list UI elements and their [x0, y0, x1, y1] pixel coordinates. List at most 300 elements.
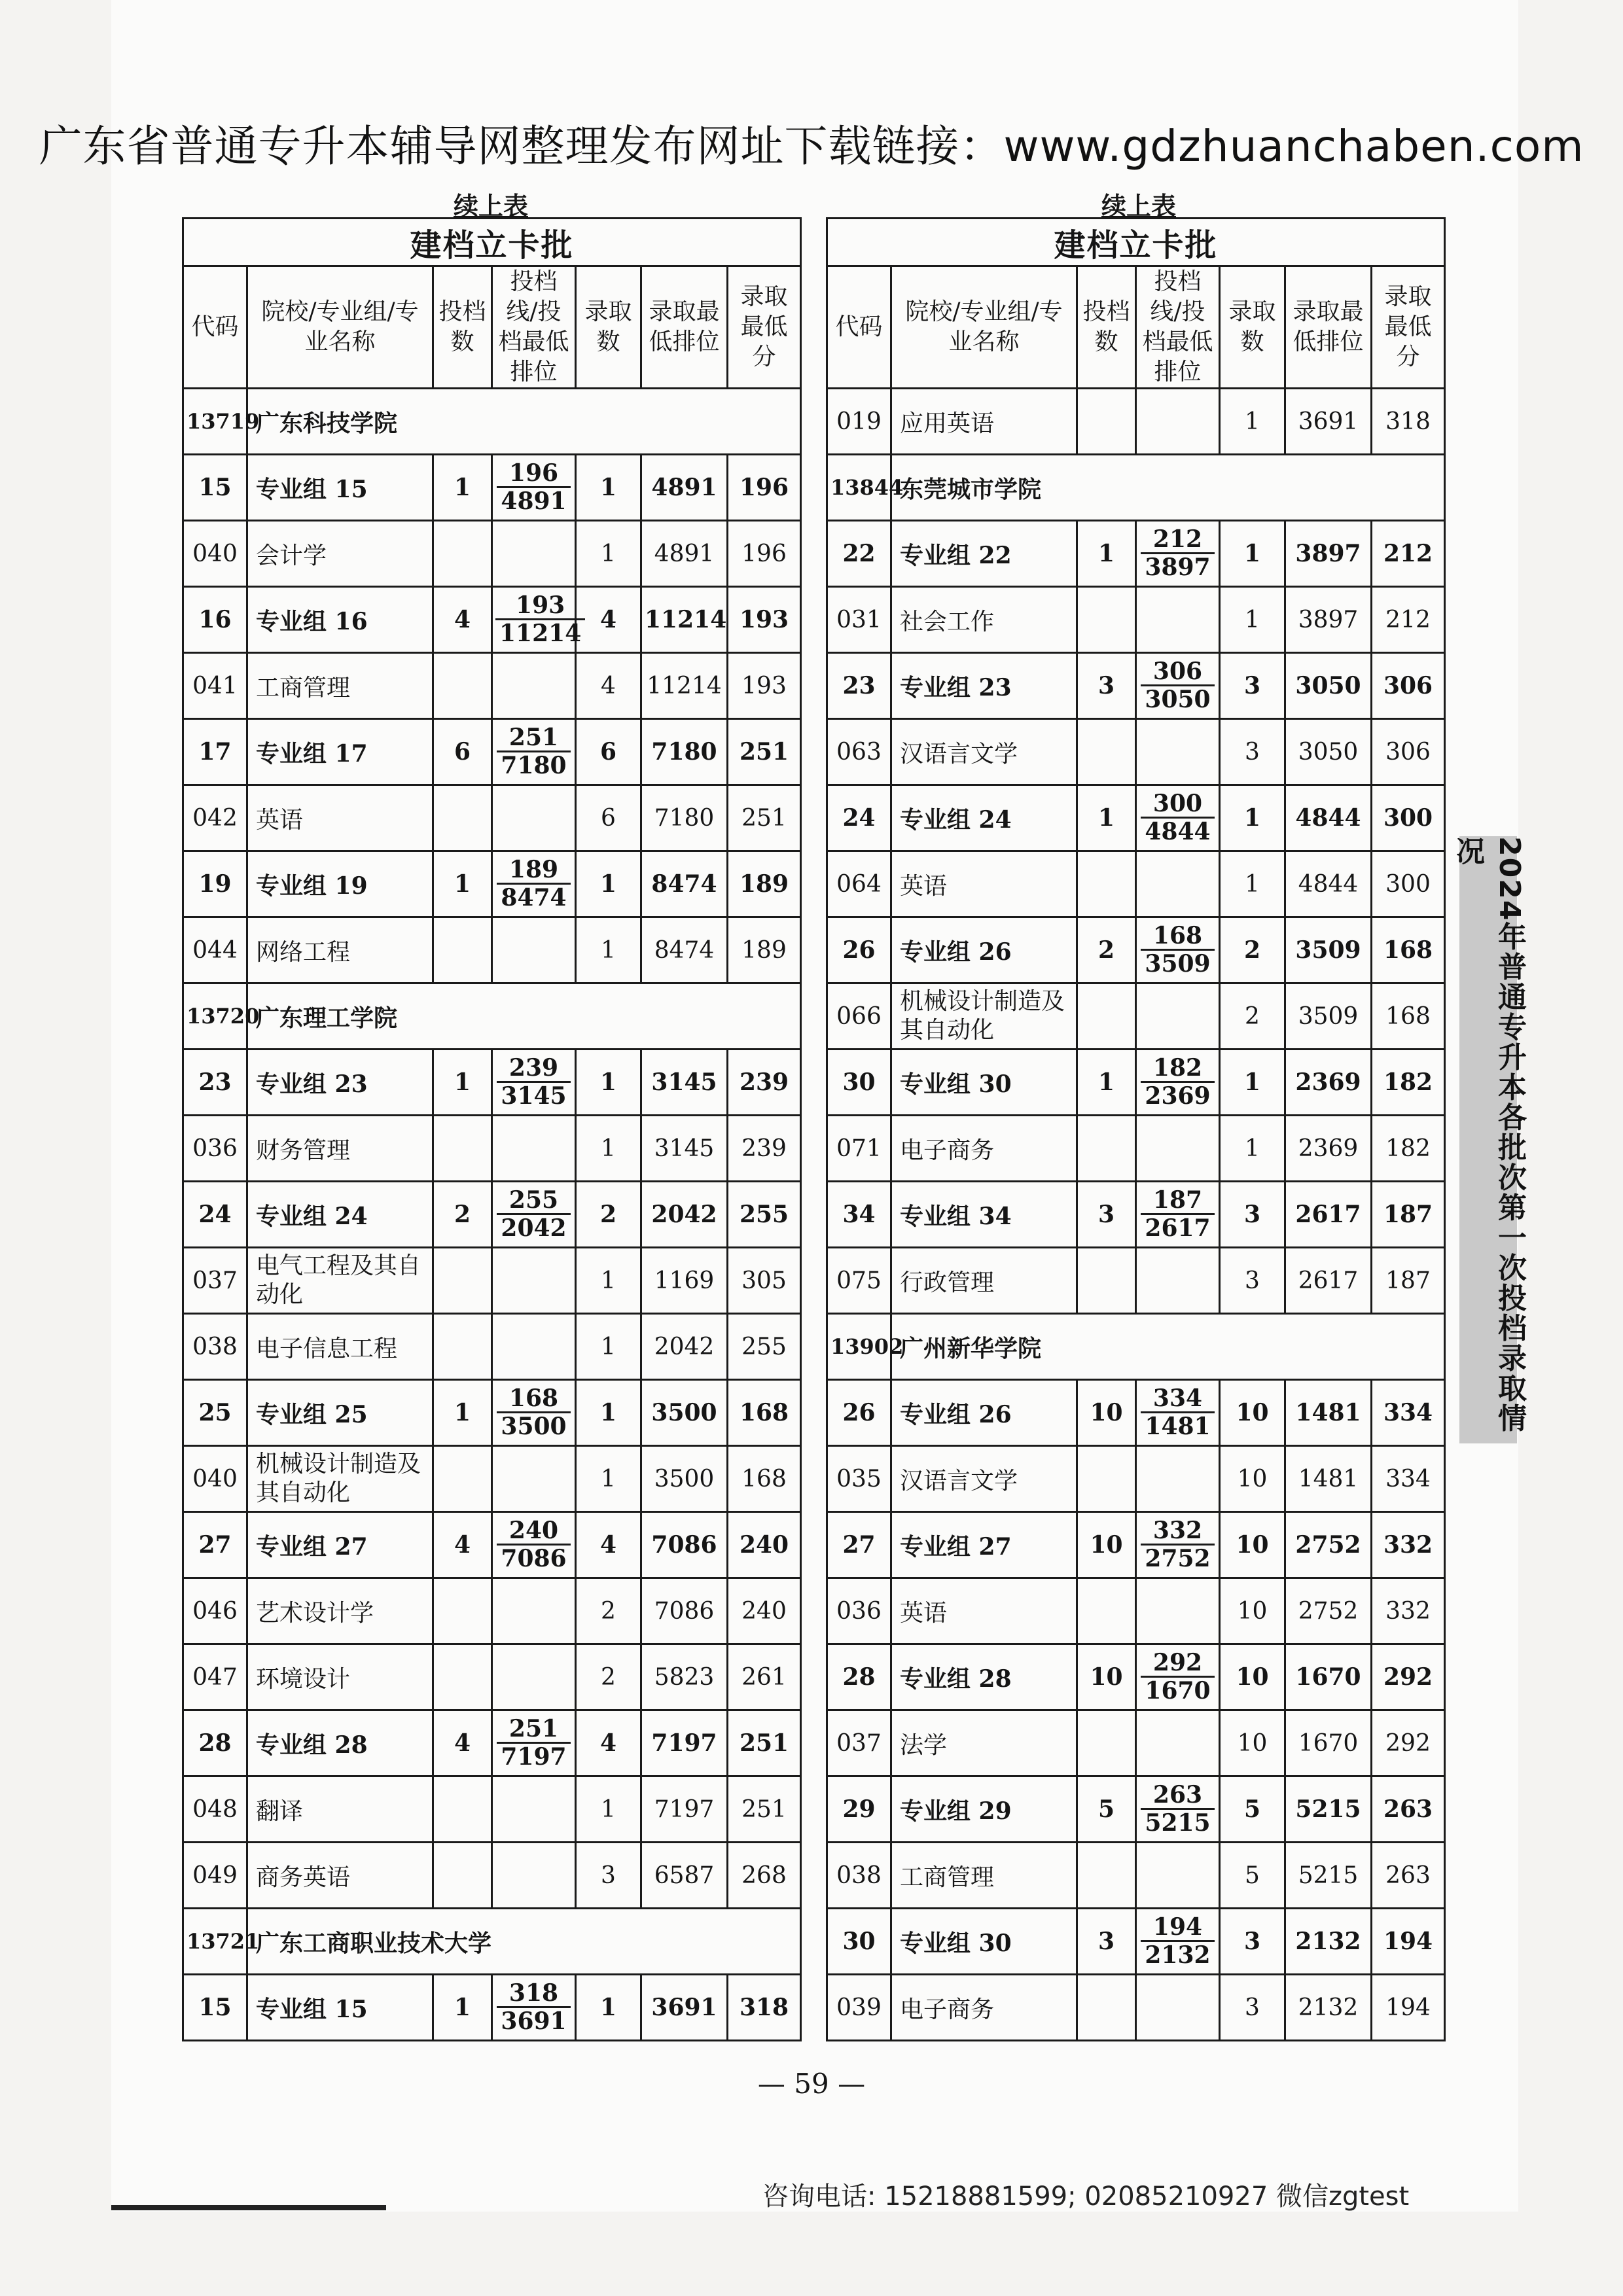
- major-row: [183, 1578, 801, 1644]
- major-code: 048: [183, 1776, 247, 1843]
- min-rank: 2132: [1285, 1975, 1372, 2041]
- min-score: 251: [728, 719, 801, 785]
- plan-count: 3: [1077, 653, 1136, 719]
- line-score-rank: [492, 1843, 576, 1909]
- min-score: 255: [728, 1182, 801, 1248]
- min-rank: 5823: [641, 1644, 728, 1710]
- group-name: 专业组 24: [247, 1182, 433, 1248]
- major-code: 038: [827, 1843, 891, 1909]
- line-score-rank: [1136, 719, 1220, 785]
- group-name: 专业组 15: [247, 1975, 433, 2041]
- group-row: [183, 851, 801, 917]
- min-score: 334: [1372, 1380, 1445, 1446]
- line-score-rank: [1136, 389, 1220, 455]
- group-code: 27: [827, 1512, 891, 1578]
- group-row: [827, 1182, 1445, 1248]
- plan-count: 6: [433, 719, 492, 785]
- major-code: 071: [827, 1116, 891, 1182]
- major-name: 机械设计制造及其自动化: [891, 983, 1077, 1050]
- min-score: 300: [1372, 851, 1445, 917]
- line-rank: 2369: [1145, 1082, 1211, 1110]
- group-row: [827, 1644, 1445, 1710]
- major-name: 社会工作: [891, 587, 1077, 653]
- min-rank: 4891: [641, 521, 728, 587]
- admit-count: 1: [576, 1446, 641, 1512]
- min-rank: 3050: [1285, 719, 1372, 785]
- min-rank: 1670: [1285, 1644, 1372, 1710]
- line-score-rank: [492, 653, 576, 719]
- min-rank: 2617: [1285, 1182, 1372, 1248]
- major-code: 035: [827, 1446, 891, 1512]
- major-row: [827, 1975, 1445, 2041]
- left-admission-table: [182, 217, 802, 2041]
- admit-count: 6: [576, 719, 641, 785]
- min-rank: 5215: [1285, 1843, 1372, 1909]
- group-code: 30: [827, 1050, 891, 1116]
- major-code: 036: [827, 1578, 891, 1644]
- major-name: 翻译: [247, 1776, 433, 1843]
- plan-count: [433, 785, 492, 851]
- line-rank: 4844: [1145, 818, 1211, 845]
- major-row: [183, 917, 801, 983]
- min-rank: 5215: [1285, 1776, 1372, 1843]
- min-score: 168: [728, 1380, 801, 1446]
- major-row: [827, 851, 1445, 917]
- admit-count: 10: [1220, 1446, 1285, 1512]
- major-row: [183, 1644, 801, 1710]
- admit-count: 3: [576, 1843, 641, 1909]
- min-score: 334: [1372, 1446, 1445, 1512]
- major-code: 063: [827, 719, 891, 785]
- min-score: 318: [1372, 389, 1445, 455]
- line-fraction: [1141, 1914, 1214, 1968]
- line-fraction: [1141, 1650, 1214, 1704]
- min-rank: 3509: [1285, 983, 1372, 1050]
- school-name: 广东理工学院: [247, 983, 801, 1050]
- min-rank: 8474: [641, 917, 728, 983]
- group-name: 专业组 16: [247, 587, 433, 653]
- line-fraction: [1141, 923, 1214, 977]
- group-code: 30: [827, 1909, 891, 1975]
- line-fraction: [497, 1055, 570, 1109]
- min-rank: 3509: [1285, 917, 1372, 983]
- major-name: 商务英语: [247, 1843, 433, 1909]
- line-score-rank: [492, 1050, 576, 1116]
- major-name: 英语: [247, 785, 433, 851]
- line-score-rank: [1136, 785, 1220, 851]
- line-score-rank: [492, 1182, 576, 1248]
- col-min-rank: 录取最低排位: [1285, 266, 1372, 389]
- school-name: 广东科技学院: [247, 389, 801, 455]
- min-score: 305: [728, 1248, 801, 1314]
- min-rank: 1670: [1285, 1710, 1372, 1776]
- major-row: [827, 389, 1445, 455]
- group-row: [183, 1975, 801, 2041]
- min-score: 182: [1372, 1116, 1445, 1182]
- plan-count: 2: [1077, 917, 1136, 983]
- admit-count: 1: [576, 1248, 641, 1314]
- min-score: 292: [1372, 1710, 1445, 1776]
- admit-count: 2: [1220, 917, 1285, 983]
- group-code: 24: [827, 785, 891, 851]
- major-code: 037: [827, 1710, 891, 1776]
- group-code: 15: [183, 455, 247, 521]
- line-score: 194: [1141, 1914, 1214, 1942]
- admit-count: 5: [1220, 1776, 1285, 1843]
- admit-count: 1: [1220, 1050, 1285, 1116]
- group-code: 22: [827, 521, 891, 587]
- major-code: 040: [183, 521, 247, 587]
- line-fraction: [497, 1716, 570, 1770]
- line-score-rank: [492, 1975, 576, 2041]
- min-score: 255: [728, 1314, 801, 1380]
- min-rank: 11214: [641, 587, 728, 653]
- line-score-rank: [1136, 1446, 1220, 1512]
- group-row: [183, 1710, 801, 1776]
- line-score: 318: [497, 1980, 570, 2008]
- admit-count: 4: [576, 587, 641, 653]
- major-name: 工商管理: [891, 1843, 1077, 1909]
- major-name: 工商管理: [247, 653, 433, 719]
- admit-count: 1: [576, 521, 641, 587]
- group-row: [827, 521, 1445, 587]
- min-score: 194: [1372, 1909, 1445, 1975]
- admit-count: 1: [576, 1314, 641, 1380]
- admit-count: 1: [1220, 785, 1285, 851]
- major-code: 044: [183, 917, 247, 983]
- min-score: 193: [728, 653, 801, 719]
- min-score: 300: [1372, 785, 1445, 851]
- line-fraction: [497, 1385, 570, 1439]
- min-rank: 7197: [641, 1710, 728, 1776]
- plan-count: 1: [1077, 785, 1136, 851]
- line-rank: 1670: [1145, 1677, 1211, 1704]
- line-rank: 3500: [501, 1413, 567, 1440]
- admit-count: 10: [1220, 1710, 1285, 1776]
- line-score-rank: [1136, 1050, 1220, 1116]
- group-name: 专业组 27: [247, 1512, 433, 1578]
- line-score-rank: [1136, 1710, 1220, 1776]
- admit-count: 1: [576, 1116, 641, 1182]
- min-score: 261: [728, 1644, 801, 1710]
- col-plan: 投档数: [433, 266, 492, 389]
- major-row: [827, 1710, 1445, 1776]
- line-score-rank: [492, 719, 576, 785]
- major-name: 电子商务: [891, 1116, 1077, 1182]
- min-score: 251: [728, 1776, 801, 1843]
- col-admit: 录取数: [576, 266, 641, 389]
- admit-count: 4: [576, 1512, 641, 1578]
- col-line: 投档线/投档最低排位: [492, 266, 576, 389]
- line-rank: 3897: [1145, 554, 1211, 581]
- plan-count: 4: [433, 1710, 492, 1776]
- major-code: 047: [183, 1644, 247, 1710]
- group-name: 专业组 29: [891, 1776, 1077, 1843]
- major-code: 031: [827, 587, 891, 653]
- line-rank: 3691: [501, 2007, 567, 2035]
- plan-count: 1: [1077, 1050, 1136, 1116]
- major-row: [827, 719, 1445, 785]
- group-name: 专业组 23: [891, 653, 1077, 719]
- line-fraction: [1141, 1517, 1214, 1572]
- line-score-rank: [492, 587, 582, 653]
- line-score-rank: [1136, 1182, 1220, 1248]
- school-name: 东莞城市学院: [891, 455, 1445, 521]
- school-row: [183, 389, 801, 455]
- line-score: 168: [1141, 923, 1214, 951]
- min-rank: 1481: [1285, 1380, 1372, 1446]
- group-name: 专业组 27: [891, 1512, 1077, 1578]
- group-row: [183, 1050, 801, 1116]
- major-row: [827, 1843, 1445, 1909]
- line-rank: 2752: [1145, 1545, 1211, 1572]
- min-rank: 3500: [641, 1446, 728, 1512]
- line-score-rank: [1136, 1909, 1220, 1975]
- major-code: 038: [183, 1314, 247, 1380]
- min-rank: 7197: [641, 1776, 728, 1843]
- major-name: 电子信息工程: [247, 1314, 433, 1380]
- plan-count: [1077, 851, 1136, 917]
- line-score-rank: [1136, 983, 1220, 1050]
- plan-count: [1077, 1248, 1136, 1314]
- line-score: 212: [1141, 526, 1214, 554]
- major-code: 066: [827, 983, 891, 1050]
- major-row: [183, 1843, 801, 1909]
- line-rank: 5215: [1145, 1809, 1211, 1837]
- major-row: [183, 785, 801, 851]
- major-name: 汉语言文学: [891, 1446, 1077, 1512]
- admit-count: 10: [1220, 1644, 1285, 1710]
- min-score: 332: [1372, 1512, 1445, 1578]
- group-row: [827, 1380, 1445, 1446]
- line-fraction: [497, 1187, 570, 1241]
- line-score: 263: [1141, 1782, 1214, 1810]
- plan-count: 1: [433, 1975, 492, 2041]
- line-score-rank: [1136, 1512, 1220, 1578]
- page-header: 广东省普通专升本辅导网整理发布网址下载链接：www.gdzhuanchaben.com: [39, 121, 1584, 171]
- min-score: 168: [1372, 917, 1445, 983]
- line-rank: 3145: [501, 1082, 567, 1110]
- min-rank: 7180: [641, 719, 728, 785]
- min-rank: 4891: [641, 455, 728, 521]
- line-rank: 2042: [501, 1214, 567, 1242]
- line-score-rank: [492, 1512, 576, 1578]
- right-continued-label: 续上表: [1101, 191, 1176, 221]
- line-score-rank: [492, 1710, 576, 1776]
- line-fraction: [497, 1980, 570, 2034]
- line-fraction: [497, 857, 570, 911]
- plan-count: [1077, 587, 1136, 653]
- major-name: 应用英语: [891, 389, 1077, 455]
- line-score: 251: [497, 724, 570, 752]
- col-line: 投档线/投档最低排位: [1136, 266, 1220, 389]
- major-row: [827, 1446, 1445, 1512]
- admit-count: 3: [1220, 719, 1285, 785]
- plan-count: [1077, 1843, 1136, 1909]
- admit-count: 10: [1220, 1380, 1285, 1446]
- line-score: 240: [497, 1517, 570, 1545]
- line-score: 251: [497, 1716, 570, 1744]
- plan-count: [433, 1314, 492, 1380]
- plan-count: 1: [433, 851, 492, 917]
- admit-count: 1: [576, 455, 641, 521]
- min-rank: 11214: [641, 653, 728, 719]
- group-code: 27: [183, 1512, 247, 1578]
- min-score: 332: [1372, 1578, 1445, 1644]
- batch-title: 建档立卡批: [183, 219, 801, 266]
- group-row: [827, 653, 1445, 719]
- line-score-rank: [492, 1248, 576, 1314]
- admit-count: 3: [1220, 1975, 1285, 2041]
- plan-count: [1077, 983, 1136, 1050]
- line-score: 189: [497, 857, 570, 885]
- group-row: [827, 1909, 1445, 1975]
- major-row: [183, 1116, 801, 1182]
- major-code: 042: [183, 785, 247, 851]
- line-score-rank: [1136, 1975, 1220, 2041]
- admit-count: 4: [576, 653, 641, 719]
- min-rank: 3050: [1285, 653, 1372, 719]
- left-continued-label: 续上表: [453, 191, 528, 221]
- line-rank: 2617: [1145, 1214, 1211, 1242]
- scan-edge-line: [111, 2205, 386, 2210]
- major-name: 汉语言文学: [891, 719, 1077, 785]
- side-tab-label: 2024年普通专升本各批次第一次投档录取情况: [1451, 836, 1526, 1434]
- batch-title: 建档立卡批: [827, 219, 1445, 266]
- line-fraction: [497, 460, 570, 514]
- major-row: [183, 1314, 801, 1380]
- group-code: 24: [183, 1182, 247, 1248]
- line-fraction: [1141, 1055, 1214, 1109]
- col-name: 院校/专业组/专业名称: [247, 266, 433, 389]
- line-score: 334: [1141, 1385, 1214, 1413]
- group-name: 专业组 19: [247, 851, 433, 917]
- line-rank: 4891: [501, 487, 567, 515]
- major-row: [827, 1578, 1445, 1644]
- line-score-rank: [1136, 1776, 1220, 1843]
- plan-count: [433, 521, 492, 587]
- plan-count: [433, 1843, 492, 1909]
- min-score: 239: [728, 1116, 801, 1182]
- min-rank: 2132: [1285, 1909, 1372, 1975]
- line-fraction: [495, 592, 585, 646]
- col-plan: 投档数: [1077, 266, 1136, 389]
- admit-count: 1: [576, 917, 641, 983]
- section-side-tab: [1451, 836, 1526, 1443]
- school-code: 13902: [827, 1314, 891, 1380]
- min-rank: 3500: [641, 1380, 728, 1446]
- min-score: 239: [728, 1050, 801, 1116]
- line-fraction: [497, 1517, 570, 1572]
- group-name: 专业组 28: [247, 1710, 433, 1776]
- group-row: [827, 917, 1445, 983]
- min-rank: 2752: [1285, 1578, 1372, 1644]
- line-rank: 8474: [501, 884, 567, 911]
- line-rank: 3050: [1145, 686, 1211, 713]
- line-score-rank: [1136, 1248, 1220, 1314]
- min-score: 168: [728, 1446, 801, 1512]
- line-rank: 7197: [501, 1743, 567, 1771]
- min-score: 251: [728, 785, 801, 851]
- group-code: 15: [183, 1975, 247, 2041]
- group-code: 23: [183, 1050, 247, 1116]
- line-score: 168: [497, 1385, 570, 1413]
- plan-count: 10: [1077, 1512, 1136, 1578]
- group-name: 专业组 34: [891, 1182, 1077, 1248]
- group-code: 26: [827, 917, 891, 983]
- col-admit: 录取数: [1220, 266, 1285, 389]
- major-row: [183, 653, 801, 719]
- min-rank: 2369: [1285, 1050, 1372, 1116]
- min-rank: 4844: [1285, 851, 1372, 917]
- plan-count: [433, 1248, 492, 1314]
- plan-count: 1: [1077, 521, 1136, 587]
- group-name: 专业组 22: [891, 521, 1077, 587]
- plan-count: [433, 1644, 492, 1710]
- group-code: 25: [183, 1380, 247, 1446]
- plan-count: [1077, 1116, 1136, 1182]
- min-rank: 7086: [641, 1512, 728, 1578]
- group-name: 专业组 26: [891, 917, 1077, 983]
- line-score-rank: [1136, 1843, 1220, 1909]
- col-code: 代码: [183, 266, 247, 389]
- group-name: 专业组 17: [247, 719, 433, 785]
- line-score-rank: [492, 1314, 576, 1380]
- school-row: [183, 983, 801, 1050]
- admit-count: 2: [1220, 983, 1285, 1050]
- group-row: [183, 1380, 801, 1446]
- major-code: 046: [183, 1578, 247, 1644]
- major-code: 041: [183, 653, 247, 719]
- line-score-rank: [1136, 587, 1220, 653]
- line-score: 332: [1141, 1517, 1214, 1545]
- min-score: 187: [1372, 1182, 1445, 1248]
- plan-count: [1077, 1975, 1136, 2041]
- major-row: [183, 1446, 801, 1512]
- plan-count: 10: [1077, 1380, 1136, 1446]
- line-score-rank: [492, 917, 576, 983]
- plan-count: [433, 653, 492, 719]
- line-score-rank: [1136, 521, 1220, 587]
- min-score: 268: [728, 1843, 801, 1909]
- admit-count: 5: [1220, 1843, 1285, 1909]
- plan-count: [433, 917, 492, 983]
- line-score-rank: [1136, 1644, 1220, 1710]
- min-rank: 6587: [641, 1843, 728, 1909]
- group-code: 26: [827, 1380, 891, 1446]
- min-rank: 3897: [1285, 521, 1372, 587]
- group-code: 17: [183, 719, 247, 785]
- school-code: 13721: [183, 1909, 247, 1975]
- plan-count: 3: [1077, 1909, 1136, 1975]
- plan-count: 5: [1077, 1776, 1136, 1843]
- line-score: 187: [1141, 1187, 1214, 1215]
- min-score: 318: [728, 1975, 801, 2041]
- min-rank: 2617: [1285, 1248, 1372, 1314]
- min-rank: 3691: [1285, 389, 1372, 455]
- school-code: 13719: [183, 389, 247, 455]
- major-code: 040: [183, 1446, 247, 1512]
- admit-count: 1: [1220, 389, 1285, 455]
- line-fraction: [497, 724, 570, 779]
- min-rank: 3897: [1285, 587, 1372, 653]
- line-score: 239: [497, 1055, 570, 1083]
- line-score-rank: [1136, 1578, 1220, 1644]
- admit-count: 10: [1220, 1578, 1285, 1644]
- major-name: 电子商务: [891, 1975, 1077, 2041]
- line-score-rank: [1136, 1116, 1220, 1182]
- col-min-rank: 录取最低排位: [641, 266, 728, 389]
